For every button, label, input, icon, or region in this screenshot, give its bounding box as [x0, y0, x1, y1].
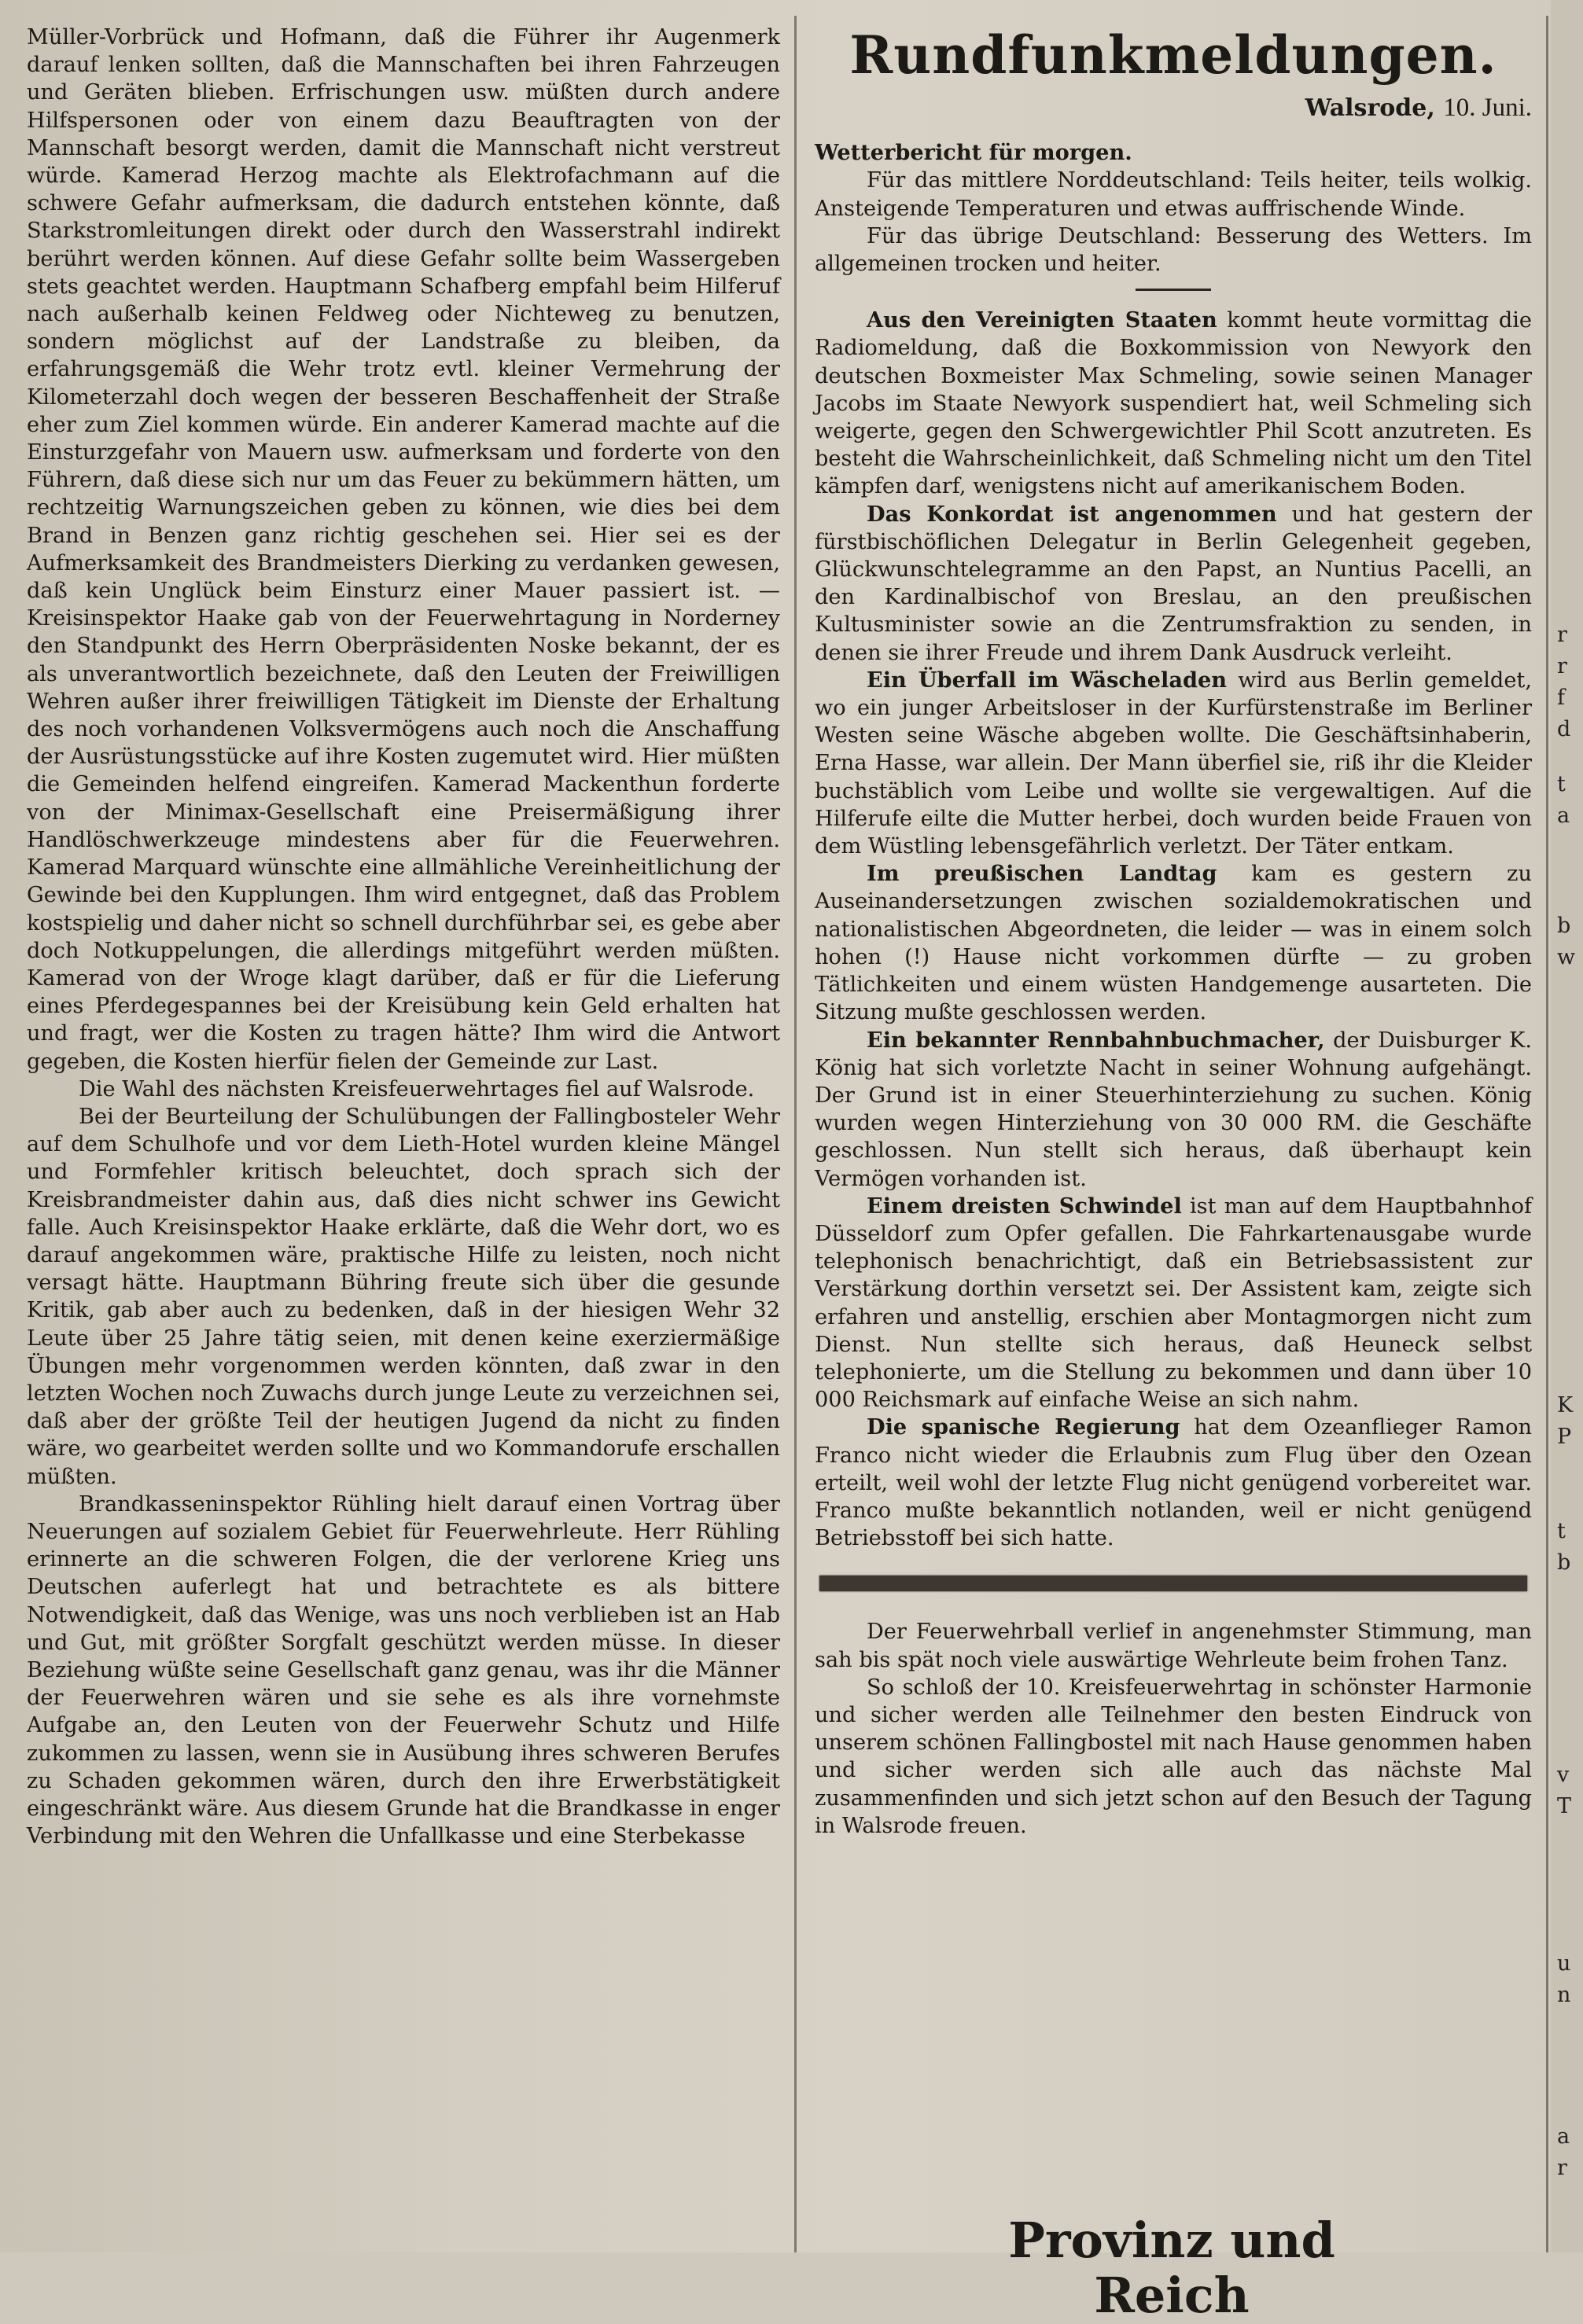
news-text: kam es gestern zu Auseinandersetzungen zwischen sozialdemokratischen und nationalistischen Abgeordneten, die leider — was in einem solch hohen (!) Hause nicht vorkommen dürfte — zu groben Tätlichkeiten und einem wüsten Handgemenge ausarteten. Die Sitzung mußte geschlossen werden.: [815, 862, 1532, 1025]
news-lead: Einem dreisten Schwindel: [867, 1193, 1182, 1219]
fragment-char: T: [1557, 1794, 1572, 1818]
fragment-char: a: [1557, 2124, 1570, 2149]
news-lead: Im preußischen Landtag: [867, 861, 1217, 887]
fragment-char: u: [1557, 1951, 1571, 1976]
article-paragraph: Brandkasseninspektor Rühling hielt darauf einen Vortrag über Neuerungen auf sozialem Gebiet für Feuerwehrleute. Herr Rühling erinnerte an die schweren Folgen, die der verlorene Krieg uns Deutschen auferlegt hat und betrachtete es als bittere Notwendigkeit, daß das Wenige, was uns noch verblieben ist an Hab und Gut, mit größter Sorgfalt geschützt werden müsse. In dieser Beziehung wüßte seine Gesellschaft ganz genau, was ihr die Männer der Feuerwehren wären und sie sehe es als ihre vornehmste Aufgabe an, den Leuten von der Feuerwehr Schutz und Hilfe zukommen zu lassen, wenn sie in Ausübung ihres schweren Berufes zu Schaden gekommen wären, durch den ihre Erwerbstätigkeit eingeschränkt wäre. Aus diesem Grunde hat die Brandkasse in enger Verbindung mit den Wehren die Unfallkasse und eine Sterbekasse: [27, 1491, 780, 1849]
fragment-char: v: [1557, 1763, 1570, 1787]
news-item: [815, 1193, 1532, 1414]
fragment-char: n: [1557, 1983, 1571, 2007]
news-item: [815, 860, 1532, 1026]
news-lead: Die spanische Regierung: [867, 1414, 1180, 1440]
news-item: [815, 1027, 1532, 1193]
fragment-char: P: [1557, 1425, 1572, 1449]
article-paragraph: Die Wahl des nächsten Kreisfeuerwehrtages fiel auf Walsrode.: [79, 1076, 755, 1101]
fragment-char: t: [1557, 1519, 1566, 1543]
bottom-section-heading: Provinz und Reich: [1008, 2212, 1335, 2324]
fragment-char: w: [1557, 945, 1576, 969]
fragment-char: t: [1557, 772, 1566, 796]
news-lead: Aus den Vereinigten Staaten: [867, 307, 1217, 333]
thick-divider: [819, 1576, 1527, 1591]
right-column-fragment: [1551, 0, 1583, 2252]
dateline: [815, 94, 1532, 122]
fragment-char: K: [1557, 1393, 1574, 1418]
news-text: und hat gestern der fürstbischöflichen Delegatur in Berlin Gelegenheit gegeben, Glückwunschtelegramme an den Papst, an Nuntius Pacelli, an den Kardinalbischof von Breslau, an den preußischen Kultusminister sowie an die Zentrumsfraktion zu senden, in denen sie ihrer Freude und ihrem Dank Ausdruck verleiht.: [815, 502, 1532, 665]
closing-paragraph: So schloß der 10. Kreisfeuerwehrtag in schönster Harmonie und sicher werden alle Teilnehmer den besten Eindruck von unserem schönen Fallingbostel mit nach Hause genommen haben und sicher werden sich alle auch das nächste Mal zusammenfinden und sich jetzt schon auf den Besuch der Tagung in Walsrode freuen.: [815, 1675, 1532, 1838]
fragment-char: b: [1557, 1550, 1571, 1575]
section-heading: Rundfunkmeldungen.: [849, 24, 1497, 86]
closing-paragraph: Der Feuerwehrball verlief in angenehmster Stimmung, man sah bis spät noch viele auswärtige Wehrleute beim frohen Tanz.: [815, 1620, 1532, 1672]
news-text: der Duisburger K. König hat sich vorletzte Nacht in seiner Wohnung aufgehängt. Der Grund ist in einer Steuerhinterziehung zu suchen. König wurden wegen Hinterziehung von 30 000 RM. die Geschäfte geschlossen. Nun stellt sich heraus, daß überhaupt kein Vermögen vorhanden ist.: [815, 1028, 1532, 1191]
article-paragraph: Bei der Beurteilung der Schulübungen der Fallingbosteler Wehr auf dem Schulhofe und vor dem Lieth-Hotel wurden kleine Mängel und Formfehler kritisch beleuchtet, doch sprach sich der Kreisbrandmeister dahin aus, daß dies nicht schwer ins Gewicht falle. Auch Kreisinspektor Haake erklärte, daß die Wehr dort, wo es darauf angekommen wäre, praktische Hilfe zu leisten, noch nicht versagt hätte. Hauptmann Bühring freute sich über die gesunde Kritik, gab aber auch zu bedenken, daß in der hiesigen Wehr 32 Leute über 25 Jahre tätig seien, mit denen keine exerziermäßige Übungen mehr vorgenommen werden könnten, daß zwar in den letzten Wochen noch Zuwachs durch junge Leute zu verzeichnen sei, daß aber der größte Teil der heutigen Jugend da nicht zu finden wäre, wo gearbeitet werden sollte und wo Kommandorufe erschallen müßten.: [27, 1104, 780, 1489]
fragment-char: f: [1557, 686, 1565, 710]
weather-line: Für das übrige Deutschland: Besserung des Wetters. Im allgemeinen trocken und heiter.: [815, 223, 1532, 277]
news-item: [815, 501, 1532, 667]
news-item: [815, 307, 1532, 500]
weather-line: Für das mittlere Norddeutschland: Teils heiter, teils wolkig. Ansteigende Temperaturen und etwas auffrischende Winde.: [815, 168, 1532, 221]
news-lead: Ein bekannter Rennbahnbuchmacher,: [867, 1027, 1325, 1053]
fragment-char: r: [1557, 2156, 1567, 2180]
news-text: kommt heute vormittag die Radiomeldung, daß die Boxkommission von Newyork den deutschen Boxmeister Max Schmeling, sowie seinen Manager Jacobs im Staate Newyork suspendiert hat, weil Schmeling sich weigerte, gegen den Schwergewichtler Phil Scott anzutreten. Es besteht die Wahrscheinlichkeit, daß Schmeling nicht um den Titel kämpfen darf, wenigstens nicht auf amerikanischem Boden.: [815, 308, 1533, 499]
news-item: [815, 667, 1532, 860]
fragment-char: b: [1557, 914, 1571, 938]
left-column: [27, 24, 780, 1850]
fragment-char: d: [1557, 717, 1571, 741]
news-lead: Das Konkordat ist angenommen: [867, 501, 1277, 527]
news-text: hat dem Ozeanflieger Ramon Franco nicht wieder die Erlaubnis zum Flug über den Ozean erteilt, weil wohl der letzte Flug nicht genügend vorbereitet war. Franco mußte bekanntlich notlanden, weil er nicht genügend Betriebsstoff bei sich hatte.: [815, 1415, 1532, 1551]
dateline-place: Walsrode,: [1305, 94, 1435, 122]
separator-dash: [1136, 289, 1211, 291]
article-paragraph: Müller-Vorbrück und Hofmann, daß die Führer ihr Augenmerk darauf lenken sollten, daß die Mannschaften bei ihren Fahrzeugen und Geräten blieben. Erfrischungen usw. müßten durch andere Hilfspersonen oder von einem dazu Beauftragten von der Mannschaft besorgt werden, damit die Mannschaft nicht verstreut würde. Kamerad Herzog machte als Elektrofachmann auf die schwere Gefahr aufmerksam, die dadurch entstehen könnte, daß Starkstromleitungen direkt oder durch den Wasserstrahl indirekt berührt werden können. Auf diese Gefahr sollte beim Wassergeben stets geachtet werden. Hauptmann Schafberg empfahl beim Hilferuf nach außerhalb keinen Feldweg oder Nichteweg zu benutzen, sondern möglichst auf der Landstraße zu bleiben, da erfahrungsgemäß die Wehr trotz evtl. kleiner Vermehrung der Kilometerzahl doch wegen der besseren Beschaffenheit der Straße eher zum Ziel kommen würde. Ein anderer Kamerad machte auf die Einsturzgefahr von Mauern usw. aufmerksam und forderte von den Führern, daß diese sich nur um das Feuer zu bekümmern hätten, um rechtzeitig Warnungszeichen geben zu können, wie dies bei dem Brand in Benzen ganz richtig geschehen sei. Hier sei es der Aufmerksamkeit des Brandmeisters Dierking zu verdanken gewesen, daß kein Unglück beim Einsturz einer Mauer passiert ist. — Kreisinspektor Haake gab von der Feuerwehrtagung in Norderney den Standpunkt des Herrn Oberpräsidenten Noske bekannt, der es als unverantwortlich bezeichnete, daß den Leuten der Freiwilligen Wehren außer ihrer freiwilligen Tätigkeit im Dienste der Erhaltung des noch vorhandenen Volksvermögens auch noch die Anschaffung der Ausrüstungsstücke auf ihre Kosten zugemutet wird. Hier müßten die Gemeinden helfend eingreifen. Kamerad Mackenthun forderte von der Minimax-Gesellschaft eine Preisermäßigung ihrer Handlöschwerkzeuge mindestens aber für die Feuerwehren. Kamerad Marquard wünschte eine allmähliche Vereinheitlichung der Gewinde bei den Kupplungen. Ihm wird entgegnet, daß das Problem kostspielig und daher nicht so schnell durchführbar sei, es gebe aber doch Notkuppelungen, die allerdings mitgeführt werden müßten. Kamerad von der Wroge klagt darüber, daß er für die Lieferung eines Pferdegespannes bei der Kreisübung kein Geld erhalten hat und fragt, wer die Kosten zu tragen hätte? Ihm wird die Antwort gegeben, die Kosten hierfür fielen der Gemeinde zur Last.: [27, 25, 781, 1074]
fragment-char: a: [1557, 803, 1570, 828]
mid-column: [815, 24, 1532, 1840]
news-text: wird aus Berlin gemeldet, wo ein junger Arbeitsloser in der Kurfürstenstraße im Berliner Westen seine Wäsche abgeben wollte. Die Geschäftsinhaberin, Erna Hasse, war allein. Der Mann überfiel sie, riß ihr die Kleider buchstäblich vom Leibe und wollte sie vergewaltigen. Auf die Hilferufe eilte die Mutter herbei, doch wurden beide Frauen von dem Wüstling lebensgefährlich verletzt. Der Täter entkam.: [815, 667, 1532, 859]
fragment-char: r: [1557, 623, 1567, 647]
news-item: [815, 1414, 1532, 1552]
news-text: ist man auf dem Hauptbahnhof Düsseldorf zum Opfer gefallen. Die Fahrkartenausgabe wurde telephonisch benachrichtigt, daß ein Betriebsassistent zur Verstärkung dorthin versetzt sei. Der Assistent kam, zeigte sich erfahren und anstellig, erschien aber Montagmorgen nicht zum Dienst. Nun stellte sich heraus, daß Heuneck selbst telephonierte, um die Stellung zu bekommen und dann über 10 000 Reichsmark auf einfache Weise an sich nahm.: [815, 1193, 1533, 1413]
news-lead: Ein Überfall im Wäscheladen: [867, 667, 1228, 693]
column-rule-right: [1546, 16, 1548, 2252]
weather-title: Wetterbericht für morgen.: [815, 140, 1132, 166]
fragment-char: r: [1557, 654, 1567, 678]
column-rule: [794, 16, 797, 2252]
dateline-date: 10. Juni.: [1443, 94, 1532, 122]
